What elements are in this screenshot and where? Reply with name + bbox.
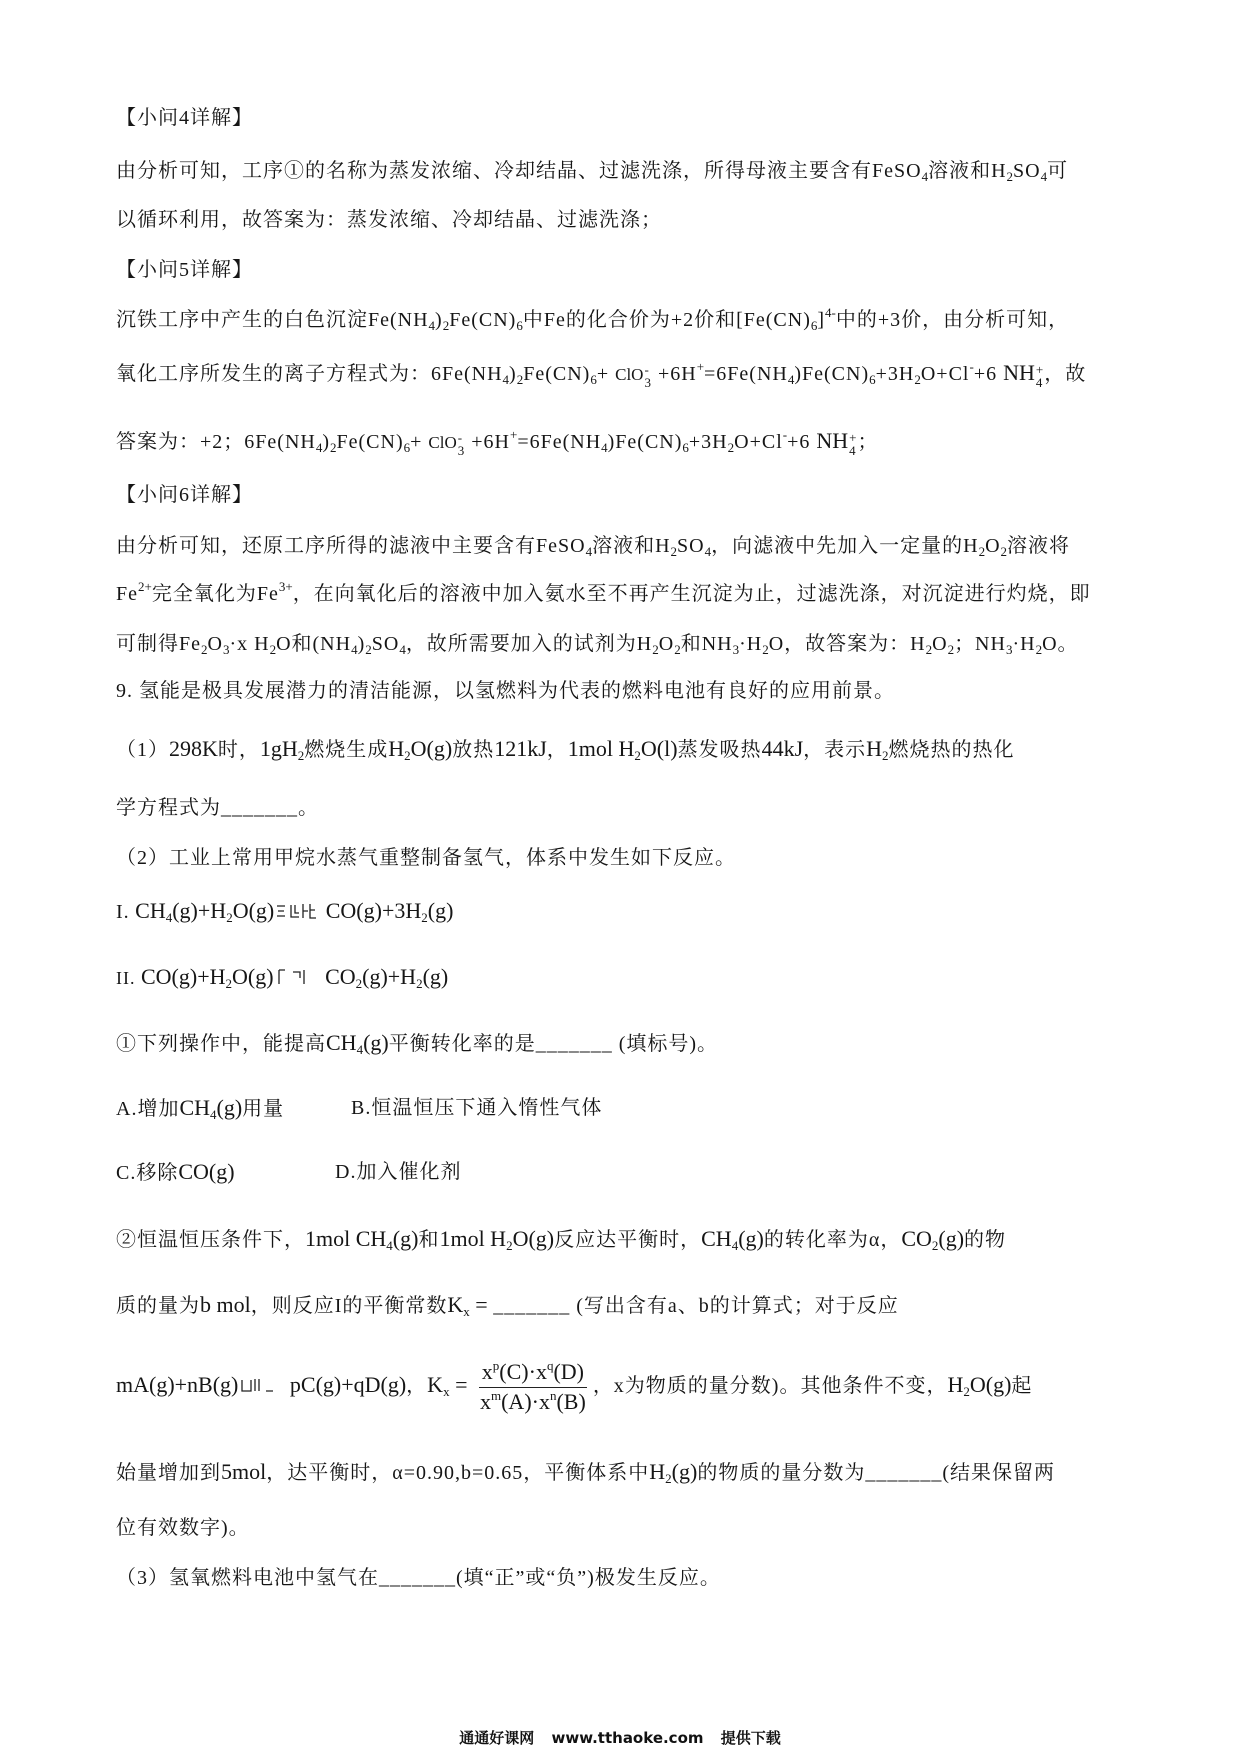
superscript: 3+ <box>278 579 293 594</box>
question-prompt-1 <box>116 1028 718 1059</box>
text-run: 中的+3价，由分析可知， <box>835 309 1070 331</box>
subscript: 4 <box>849 443 856 458</box>
part5-text-line <box>116 358 1086 390</box>
formula-run: CO(g) <box>178 1159 235 1184</box>
text-run: O <box>207 633 223 655</box>
subscript: 6 <box>682 440 689 455</box>
text-run: A.增加 <box>116 1098 180 1120</box>
subscript: 2 <box>269 642 277 657</box>
text-run: O+Cl <box>734 431 783 453</box>
reaction-equation-ii <box>116 962 448 996</box>
superscript: - <box>644 362 649 377</box>
subscript: 4 <box>428 318 436 333</box>
subscript: 4 <box>704 544 712 559</box>
subscript: 2 <box>201 642 208 657</box>
text-run: ，故 <box>1044 363 1087 385</box>
text-run: 溶液和H <box>928 160 1007 182</box>
charge-stack <box>458 431 465 457</box>
subscript: 2 <box>365 642 372 657</box>
subscript: 2 <box>1006 169 1014 184</box>
text-run: +3H <box>875 363 915 385</box>
subscript: 6 <box>590 372 597 387</box>
text-run: 溶液和H <box>592 535 671 557</box>
part4-text-line <box>116 205 662 235</box>
text-run: 【小问6详解】 <box>116 484 253 506</box>
part5-text-line <box>116 305 1069 335</box>
formula-run: (g) <box>427 898 454 923</box>
subscript: 2 <box>925 642 933 657</box>
formula-run: CO(g)+3H <box>320 898 422 923</box>
footer-site-name: 通通好课网 <box>459 1729 535 1747</box>
text-run: +6 <box>787 431 817 453</box>
text-run: 位有效数字)。 <box>116 1517 250 1539</box>
subscript: 2 <box>516 372 524 387</box>
text-run: SO <box>677 535 705 557</box>
subscript: 4 <box>601 440 608 455</box>
footer-url: www.tthaoke.com <box>551 1729 704 1747</box>
question9-part3-line <box>116 1563 721 1593</box>
question-prompt-2-formula-line <box>116 1359 1032 1416</box>
footer-watermark <box>0 1728 1240 1748</box>
text-run: O，故答案为：H <box>768 633 926 655</box>
formula-run: O(g) <box>232 964 274 989</box>
question9-part2-intro <box>116 843 736 873</box>
text-run: 【小问5详解】 <box>116 259 253 281</box>
subscript: x <box>443 1384 450 1400</box>
text-run: ] <box>817 309 826 331</box>
text-run: Fe(CN) <box>336 431 404 453</box>
formula-run: CH <box>129 898 166 923</box>
subscript: 2 <box>931 1238 939 1253</box>
text-run: 燃烧热的热化 <box>888 739 1015 761</box>
subscript: 3 <box>732 642 740 657</box>
subscript: 4 <box>386 1238 393 1253</box>
part4-text-line <box>116 156 1068 186</box>
formula-run: 44kJ <box>761 736 804 761</box>
text-run: ) <box>357 633 366 655</box>
formula-run: (g) <box>363 1030 389 1055</box>
formula-run: (A)·x <box>501 1389 550 1414</box>
text-run: 用量 <box>242 1098 285 1120</box>
text-run: 由分析可知，工序①的名称为蒸发浓缩、冷却结晶、过滤洗涤，所得母液主要含有FeSO <box>116 160 922 182</box>
text-run: +6 <box>973 363 1004 385</box>
text-run: +6H <box>465 431 510 453</box>
subscript: 2 <box>963 1384 970 1400</box>
subscript: 3 <box>222 642 230 657</box>
charge-stack <box>1036 363 1043 389</box>
subscript: 3 <box>457 443 465 458</box>
formula-run: NH <box>816 428 849 453</box>
question9-part1-line <box>116 793 319 823</box>
part6-heading <box>116 480 253 510</box>
superscript: 2+ <box>138 579 152 594</box>
subscript: 2 <box>674 642 681 657</box>
formula-run: H <box>649 1459 666 1484</box>
text-run: 蒸发吸热 <box>677 739 762 761</box>
text-run: =6Fe(NH <box>517 431 602 453</box>
text-run: O和(NH <box>276 633 352 655</box>
question9-part1-line <box>116 734 1015 765</box>
text-run: ·x H <box>229 633 270 655</box>
formula-run: CH <box>179 1095 211 1120</box>
text-run: 完全氧化为Fe <box>151 583 279 605</box>
subscript: 2 <box>506 1238 513 1253</box>
subscript: 2 <box>1035 642 1043 657</box>
text-run: SO <box>371 633 400 655</box>
subscript: 4 <box>787 372 795 387</box>
formula-run: 1mol H <box>439 1226 507 1251</box>
subscript: 6 <box>810 318 818 333</box>
text-run: O+Cl <box>920 363 970 385</box>
subscript: 2 <box>330 440 337 455</box>
subscript: 2 <box>421 910 428 925</box>
superscript: p <box>492 1358 500 1373</box>
reaction-equation-i <box>116 896 453 930</box>
formula-run: ClO <box>428 433 457 452</box>
text-run: 以循环利用，故答案为：蒸发浓缩、冷却结晶、过滤洗涤； <box>116 209 662 231</box>
charge-stack <box>849 431 856 457</box>
formula-run: 1gH <box>259 736 298 761</box>
text-run: ，x为物质的量分数)。其他条件不变， <box>592 1375 948 1398</box>
part6-text-line <box>116 531 1070 561</box>
question-prompt-2-line <box>116 1224 1006 1255</box>
text-run: +6H <box>651 363 697 385</box>
text-run: ， <box>406 1375 428 1398</box>
text-run: 燃烧生成 <box>304 739 389 761</box>
formula-run: (C)·x <box>499 1359 547 1384</box>
subscript: 6 <box>403 440 411 455</box>
formula-run: O(g) <box>512 1226 555 1251</box>
superscript: + <box>509 427 518 442</box>
answer-option-d <box>335 1157 461 1187</box>
subscript: 6 <box>869 372 876 387</box>
formula-run: CH <box>326 1030 357 1055</box>
subscript: 2 <box>225 976 233 991</box>
formula-run: (g) <box>938 1226 965 1251</box>
fraction <box>477 1359 589 1416</box>
text-run: 起 <box>1011 1375 1033 1398</box>
text-run: Fe(CN) <box>449 309 517 331</box>
text-run: )Fe(CN) <box>607 431 683 453</box>
subscript: 2 <box>947 642 955 657</box>
formula-run: O(g) <box>969 1372 1012 1398</box>
subscript: 3 <box>1005 642 1013 657</box>
question9-stem <box>116 676 895 706</box>
formula-run: 298K <box>169 736 218 761</box>
subscript: 2 <box>665 1471 672 1486</box>
text-run: + <box>410 431 429 453</box>
text-run: 和NH <box>680 633 733 655</box>
text-run: 的物质的量分数为_______(结果保留两 <box>697 1462 1055 1484</box>
text-run: ①下列操作中，能提高 <box>116 1033 326 1055</box>
part5-heading <box>116 255 253 285</box>
text-run: ； <box>857 431 879 453</box>
equilibrium-arrow-garbled-icon <box>276 966 318 996</box>
subscript: 4 <box>351 642 358 657</box>
answer-option-a <box>116 1093 284 1124</box>
superscript: 4- <box>825 305 836 320</box>
formula-run: mA(g)+nB(g) <box>116 1372 239 1398</box>
text-run: ，故所需要加入的试剂为H <box>405 633 653 655</box>
text-run: ·H <box>739 633 763 655</box>
text-run: 放热 <box>452 739 495 761</box>
part4-heading <box>116 103 253 133</box>
text-run: ) <box>509 363 517 385</box>
subscript: 2 <box>652 642 659 657</box>
text-run: O <box>658 633 675 655</box>
subscript: 2 <box>978 544 986 559</box>
text-run: 质的量为 <box>116 1295 200 1317</box>
formula-run: H <box>947 1372 964 1398</box>
text-run: ，向滤液中先加入一定量的H <box>711 535 979 557</box>
fraction-denominator <box>477 1388 589 1416</box>
text-run: ) <box>435 309 443 331</box>
subscript: 2 <box>442 318 450 333</box>
subscript: 4 <box>399 642 406 657</box>
text-run: O <box>985 535 1001 557</box>
formula-run: O(l) <box>640 736 678 761</box>
fraction-numerator <box>479 1359 587 1388</box>
formula-run: x <box>481 1359 493 1384</box>
question-prompt-2-line <box>116 1513 250 1543</box>
text-run: 氧化工序所发生的离子方程式为：6Fe(NH <box>116 363 503 385</box>
formula-run: O(g) <box>410 736 453 761</box>
subscript: 4 <box>165 910 173 925</box>
subscript: 2 <box>670 544 678 559</box>
subscript: 4 <box>502 372 510 387</box>
text-run: （3）氢氧燃料电池中氢气在_______(填“正”或“负”)极发生反应。 <box>116 1567 721 1589</box>
text-run: 学方程式为_______。 <box>116 797 319 819</box>
charge-stack <box>644 363 651 389</box>
text-run: D.加入催化剂 <box>335 1161 462 1183</box>
text-run: 沉铁工序中产生的白色沉淀Fe(NH <box>116 309 429 331</box>
text-run: 和 <box>418 1229 440 1251</box>
part6-text-line <box>116 579 1091 609</box>
answer-option-c <box>116 1157 235 1188</box>
text-run: 【小问4详解】 <box>116 107 253 129</box>
text-run: ，在向氧化后的溶液中加入氨水至不再产生沉淀为止，过滤洗涤，对沉淀进行灼烧，即 <box>292 583 1091 605</box>
text-run: 反应达平衡时， <box>554 1229 702 1251</box>
text-run: )Fe(CN) <box>794 363 870 385</box>
subscript: x <box>463 1304 470 1319</box>
part6-text-line <box>116 629 1079 659</box>
text-run: 时， <box>217 739 260 761</box>
text-run: 由分析可知，还原工序所得的滤液中主要含有FeSO <box>116 535 586 557</box>
text-run: ·H <box>1012 633 1036 655</box>
text-run: 可 <box>1047 160 1069 182</box>
text-run: =6Fe(NH <box>704 363 788 385</box>
superscript: q <box>546 1358 554 1373</box>
formula-run: (g)+H <box>362 964 417 989</box>
text-run: 9. 氢能是极具发展潜力的清洁能源，以氢燃料为代表的燃料电池有良好的应用前景。 <box>116 680 895 702</box>
text-run: B.恒温恒压下通入惰性气体 <box>351 1097 603 1119</box>
question-prompt-2-line <box>116 1457 1055 1488</box>
text-run: I. <box>116 901 130 923</box>
subscript: 4 <box>1035 375 1043 390</box>
subscript: 2 <box>727 440 735 455</box>
text-run: （1） <box>116 739 169 761</box>
text-run: O <box>932 633 948 655</box>
text-run: ， <box>546 739 568 761</box>
formula-run: CO <box>319 964 356 989</box>
superscript: + <box>849 430 857 445</box>
subscript: 4 <box>315 440 323 455</box>
subscript: 4 <box>356 1042 364 1057</box>
formula-run: x <box>479 1389 491 1414</box>
formula-run: NH <box>1003 360 1035 385</box>
formula-run: b mol <box>200 1292 251 1317</box>
text-run: ；NH <box>954 633 1006 655</box>
subscript: 4 <box>585 544 593 559</box>
question-prompt-2-line <box>116 1290 899 1321</box>
formula-run: H <box>388 736 405 761</box>
subscript: 2 <box>634 748 641 763</box>
answer-option-b <box>351 1093 602 1123</box>
subscript: 2 <box>355 976 363 991</box>
formula-run: CO(g)+H <box>135 964 226 989</box>
text-run: +3H <box>688 431 728 453</box>
text-run: 始量增加到 <box>116 1462 221 1484</box>
superscript: n <box>549 1388 557 1403</box>
formula-run: (g) <box>216 1095 243 1120</box>
text-run: O。 <box>1042 633 1079 655</box>
text-run: SO <box>1013 160 1041 182</box>
subscript: 2 <box>226 910 233 925</box>
formula-run: ClO <box>615 365 644 384</box>
text-run: 溶液将 <box>1007 535 1071 557</box>
formula-run: (g) <box>422 964 449 989</box>
text-run: + <box>596 363 616 385</box>
text-run: 可制得Fe <box>116 633 201 655</box>
text-run: Fe <box>116 583 138 605</box>
subscript: 4 <box>210 1107 217 1122</box>
formula-run: H <box>866 736 883 761</box>
formula-run: O(g) <box>232 898 275 923</box>
superscript: + <box>1035 362 1044 377</box>
formula-run: (B) <box>556 1389 586 1414</box>
subscript: 2 <box>914 372 921 387</box>
formula-run: (D) <box>553 1359 584 1384</box>
subscript: 4 <box>921 169 929 184</box>
formula-run: CH <box>701 1226 732 1251</box>
subscript: 2 <box>762 642 769 657</box>
superscript: + <box>696 359 705 374</box>
text-run: Fe(CN) <box>523 363 591 385</box>
text-run: II. <box>116 968 136 988</box>
equilibrium-arrow-garbled-icon <box>240 1374 282 1404</box>
formula-run: CO <box>901 1226 932 1251</box>
superscript: - <box>457 430 463 445</box>
subscript: 2 <box>882 748 889 763</box>
text-run: ，达平衡时，α=0.90,b=0.65，平衡体系中 <box>266 1462 650 1484</box>
formula-run: K <box>447 1292 464 1317</box>
text-run: _______ (写出含有a、b的计算式；对于反应 <box>493 1295 899 1317</box>
subscript: 3 <box>644 375 651 390</box>
text-run: ，则反应I的平衡常数 <box>250 1295 448 1317</box>
formula-run: K <box>427 1372 444 1398</box>
equilibrium-arrow-garbled-icon <box>276 900 318 930</box>
text-run: （2）工业上常用甲烷水蒸气重整制备氢气，体系中发生如下反应。 <box>116 847 736 869</box>
formula-run: = <box>449 1372 473 1398</box>
superscript: - <box>969 359 974 374</box>
text-run: 中Fe的化合价为+2价和[Fe(CN) <box>522 309 811 331</box>
text-run: C.移除 <box>116 1162 179 1184</box>
subscript: 2 <box>404 748 411 763</box>
formula-run: 5mol <box>221 1459 267 1484</box>
subscript: 6 <box>516 318 523 333</box>
formula-run: 1mol H <box>567 736 635 761</box>
part5-text-line <box>116 426 879 458</box>
subscript: 2 <box>297 748 305 763</box>
subscript: 2 <box>416 976 423 991</box>
text-run: ) <box>322 431 330 453</box>
superscript: - <box>782 427 788 442</box>
text-run: ②恒温恒压条件下， <box>116 1229 305 1251</box>
formula-run: (g) <box>738 1226 764 1251</box>
text-run: 的转化率为α， <box>763 1229 902 1251</box>
footer-suffix: 提供下载 <box>720 1729 781 1747</box>
text-run: 平衡转化率的是_______ (填标号)。 <box>388 1033 719 1055</box>
text-run: ，表示 <box>803 739 867 761</box>
formula-run: (g)+H <box>172 898 227 923</box>
text-run: 的物 <box>964 1229 1007 1251</box>
formula-run: = <box>469 1292 494 1317</box>
text-run: 答案为：+2；6Fe(NH <box>116 431 316 453</box>
subscript: 4 <box>731 1238 739 1253</box>
formula-run: pC(g)+qD(g) <box>284 1372 407 1398</box>
formula-run: 121kJ <box>494 736 547 761</box>
formula-run: (g) <box>671 1459 698 1484</box>
formula-run: 1mol CH <box>305 1226 387 1251</box>
subscript: 2 <box>1000 544 1008 559</box>
formula-run: (g) <box>392 1226 419 1251</box>
subscript: 4 <box>1040 169 1048 184</box>
superscript: m <box>490 1388 502 1403</box>
